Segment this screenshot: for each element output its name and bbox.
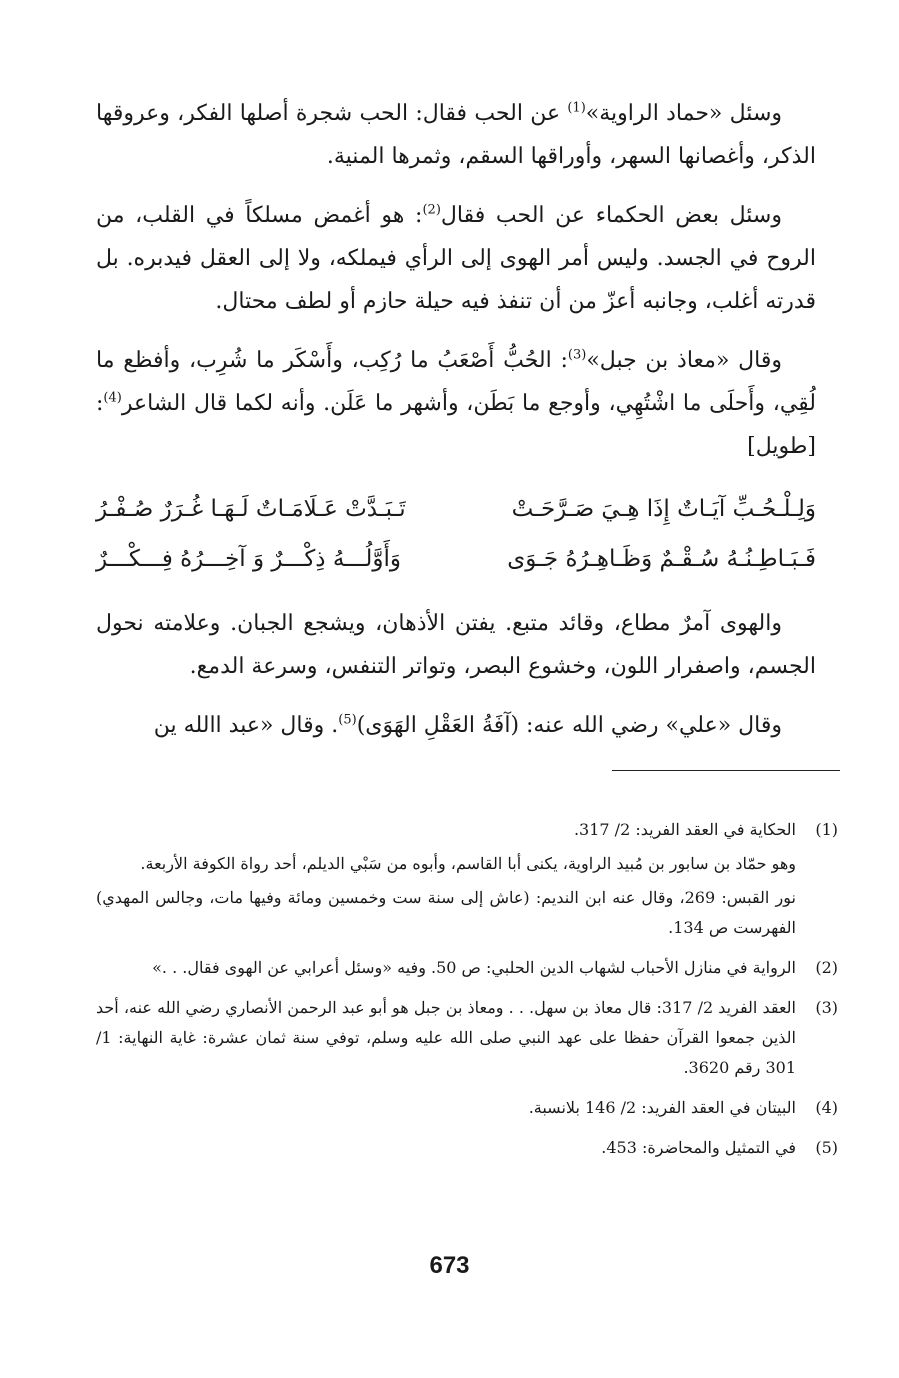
footnote-divider	[612, 770, 840, 771]
poem-verse	[96, 484, 816, 534]
footnote-body	[96, 953, 796, 987]
poem-second-hemistich: تَـبَـدَّتْ عَـلَامَـاتٌ لَـهَـا غُـرَرٌ صُـفْـرُ	[96, 496, 406, 522]
footnote-number: (4)	[815, 1098, 838, 1117]
footnote-5	[96, 1133, 844, 1167]
footnote-line: العقد الفريد 2/ 317: قال معاذ بن سهل. . . ومعاذ بن جبل هو أبو عبد الرحمن الأنصاري رضي الله عنه، أحد الذين جمعوا القرآن حفظا على عهد النبي صلى الله عليه وسلم، توفي سنة ثمان عشرة: غاية النهاية: 1/ 301 رقم 3620.	[96, 998, 797, 1077]
poem-first-hemistich: وَلِـلْـحُـبِّ آيَـاتٌ إِذَا هِـيَ صَـرَّحَـتْ	[511, 496, 816, 522]
footnote-line: نور القبس: 269، وقال عنه ابن النديم: (عاش إلى سنة ست وخمسين ومائة وفيها مات، وجالس المهدي) الفهرست ص 134.	[96, 888, 796, 937]
footnote-marker[interactable]: (3)	[567, 347, 587, 363]
paragraph-muadh	[96, 339, 816, 468]
paragraph-hawa	[96, 602, 816, 688]
footnote-line: الحكاية في العقد الفريد: 2/ 317.	[573, 820, 796, 839]
footnote-line: الرواية في منازل الأحباب لشهاب الدين الحلبي: ص 50. وفيه «وسئل أعرابي عن الهوى فقال. . .»	[152, 958, 796, 977]
footnote-4	[96, 1093, 844, 1127]
footnote-line: البيتان في العقد الفريد: 2/ 146 بلانسبة.	[528, 1098, 796, 1117]
main-text	[96, 92, 816, 763]
footnote-marker[interactable]: (2)	[422, 202, 441, 218]
paragraph-text: وسئل بعض الحكماء عن الحب فقال	[440, 203, 782, 228]
paragraph-hammad	[96, 92, 816, 178]
footnote-line: وهو حمّاد بن سابور بن مُبيد الراوية، يكنى أبا القاسم، وأبوه من سَبْي الديلم، أحد رواة الكوفة الأربعة.	[140, 854, 796, 873]
footnote-3	[96, 993, 844, 1087]
paragraph-ali	[96, 704, 816, 747]
footnote-number: (2)	[815, 958, 838, 977]
footnote-body	[96, 1093, 796, 1127]
footnote-number: (1)	[815, 820, 838, 839]
footnote-body	[96, 815, 796, 947]
footnote-number: (3)	[815, 998, 838, 1017]
footnote-body	[96, 993, 796, 1087]
footnotes	[96, 815, 844, 1173]
footnote-marker[interactable]: (5)	[338, 712, 357, 728]
paragraph-text: وقال «علي» رضي الله عنه: (آفَةُ العَقْلِ الهَوَى)	[356, 713, 782, 738]
footnote-marker[interactable]: (1)	[567, 100, 586, 116]
paragraph-text: : [طويل]	[96, 391, 816, 459]
page-number: 673	[429, 1252, 470, 1279]
footnote-2	[96, 953, 844, 987]
paragraph-text: عن الحب فقال: الحب شجرة أصلها الفكر، وعروقها الذكر، وأغصانها السهر، وأوراقها السقم، وثمرها المنية.	[96, 101, 816, 169]
poem-second-hemistich: وَأَوَّلُـــهُ ذِكْـــرٌ وَ آخِـــرُهُ فِـــكْـــرٌ	[96, 546, 401, 572]
poem-verse	[96, 534, 816, 584]
poem-first-hemistich: فَـبَـاطِـنُـهُ سُـقْـمٌ وَظَـاهِـرُهُ جَـوَى	[507, 546, 816, 572]
paragraph-text: وقال «معاذ بن جبل»	[586, 348, 782, 373]
footnote-line: في التمثيل والمحاضرة: 453.	[601, 1138, 796, 1157]
paragraph-text: : الحُبُّ أَصْعَبُ ما رُكِب، وأَسْكَر ما شُرِب، وأفظع ما لُقِي، وأَحلَى ما اشْتُهِي، وأوجع ما بَطَن، وأشهر ما عَلَن. وأنه لكما قال الشاعر	[96, 348, 816, 416]
footnote-body	[96, 1133, 796, 1167]
paragraph-text: وسئل «حماد الراوية»	[585, 101, 782, 126]
paragraph-text: . وقال «عبد االله ين	[153, 713, 339, 738]
paragraph-text: والهوى آمرٌ مطاع، وقائد متبع. يفتن الأذهان، ويشجع الجبان. وعلامته نحول الجسم، واصفرار اللون، وخشوع البصر، وتواتر التنفس، وسرعة الدمع.	[96, 611, 816, 679]
footnote-marker[interactable]: (4)	[103, 390, 122, 406]
poem	[96, 484, 816, 584]
paragraph-text: : هو أغمض مسلكاً في القلب، من الروح في الجسد. وليس أمر الهوى إلى الرأي فيملكه، ولا إلى العقل فيدبره. بل قدرته أغلب، وجانبه أعزّ من أن تنفذ فيه حيلة حازم أو لطف محتال.	[96, 203, 816, 314]
footnote-number: (5)	[815, 1138, 838, 1157]
paragraph-hukama	[96, 194, 816, 323]
footnote-1	[96, 815, 844, 947]
